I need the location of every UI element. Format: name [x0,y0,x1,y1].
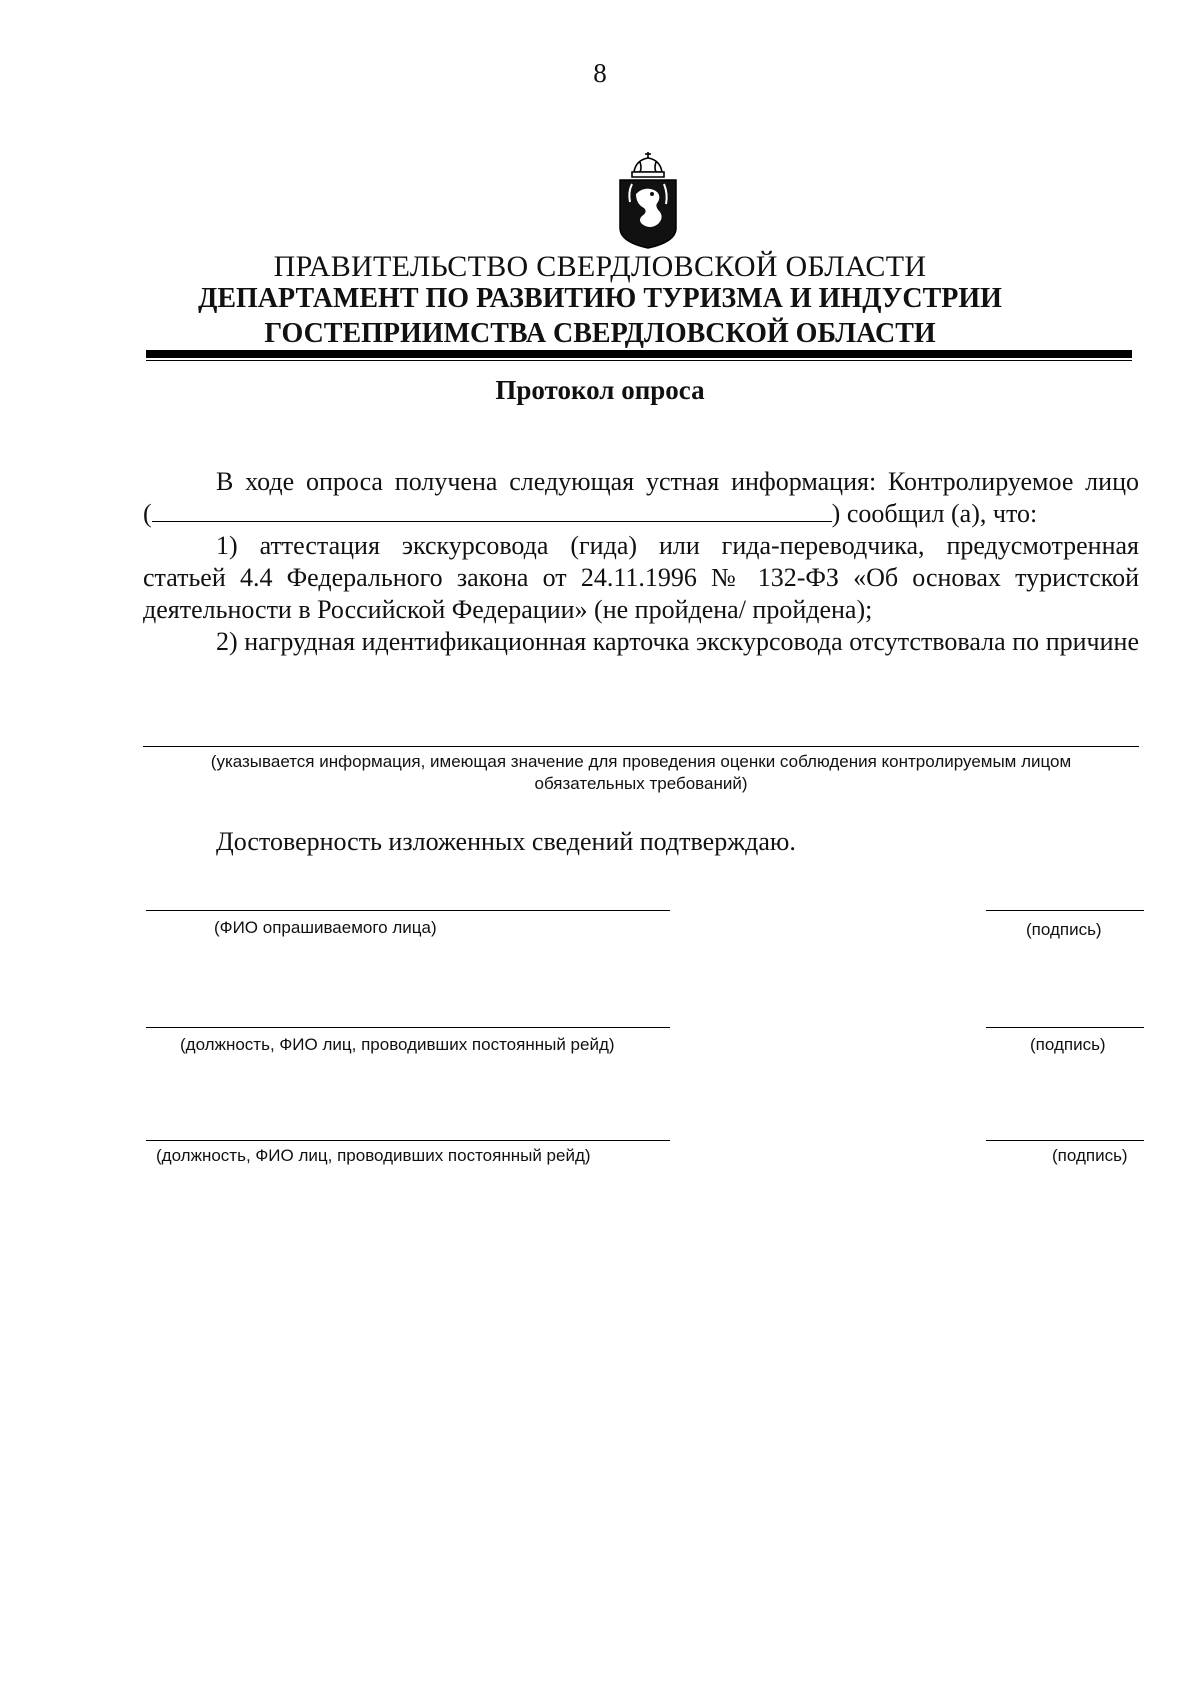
paren-open: ( [143,499,152,528]
name-caption-1: (ФИО опрашиваемого лица) [214,918,437,937]
name-line-1 [146,910,670,911]
info-hint-line2: обязательных требований) [534,774,748,793]
header-divider-thin [146,360,1132,361]
name-caption-3: (должность, ФИО лиц, проводивших постоянный рейд) [156,1146,591,1165]
paren-close-text: ) сообщил (а), что: [831,499,1038,528]
signature-line-2 [986,1027,1144,1028]
item1-line3: деятельности в Российской Федерации» (не пройдена/ пройдена); [143,595,873,624]
document-title: Протокол опроса [495,375,705,405]
signature-caption-2: (подпись) [1030,1035,1106,1054]
signature-line-3 [986,1140,1144,1141]
department-name-line2: ГОСТЕПРИИМСТВА СВЕРДЛОВСКОЙ ОБЛАСТИ [264,318,936,349]
page-number: 8 [593,58,607,88]
confirmation-text: Достоверность изложенных сведений подтверждаю. [216,827,796,856]
controlled-person-line [143,498,1139,530]
info-hint-line1: (указывается информация, имеющая значение для проведения оценки соблюдения контролируемым лицом [210,752,1072,771]
item1-line2: статьей 4.4 Федерального закона от 24.11.1996 № 132-ФЗ «Об основах туристской [143,563,1139,592]
name-caption-2: (должность, ФИО лиц, проводивших постоянный рейд) [180,1035,615,1054]
item1-line1: 1) аттестация экскурсовода (гида) или гида-переводчика, предусмотренная [216,531,1139,560]
coat-of-arms-icon [614,150,682,250]
signature-line-1 [986,910,1144,911]
intro-text: В ходе опроса получена следующая устная информация: Контролируемое лицо [216,467,1139,496]
info-blank-line [143,746,1139,747]
name-line-3 [146,1140,670,1141]
government-title: ПРАВИТЕЛЬСТВО СВЕРДЛОВСКОЙ ОБЛАСТИ [273,250,927,283]
name-line-2 [146,1027,670,1028]
signature-caption-3: (подпись) [1052,1146,1128,1165]
item2-line1: 2) нагрудная идентификационная карточка экскурсовода отсутствовала по причине [216,627,1139,656]
controlled-person-blank [152,499,832,522]
signature-caption-1: (подпись) [1026,920,1102,939]
header-divider [146,350,1132,358]
department-name-line1: ДЕПАРТАМЕНТ ПО РАЗВИТИЮ ТУРИЗМА И ИНДУСТРИИ [198,283,1002,314]
